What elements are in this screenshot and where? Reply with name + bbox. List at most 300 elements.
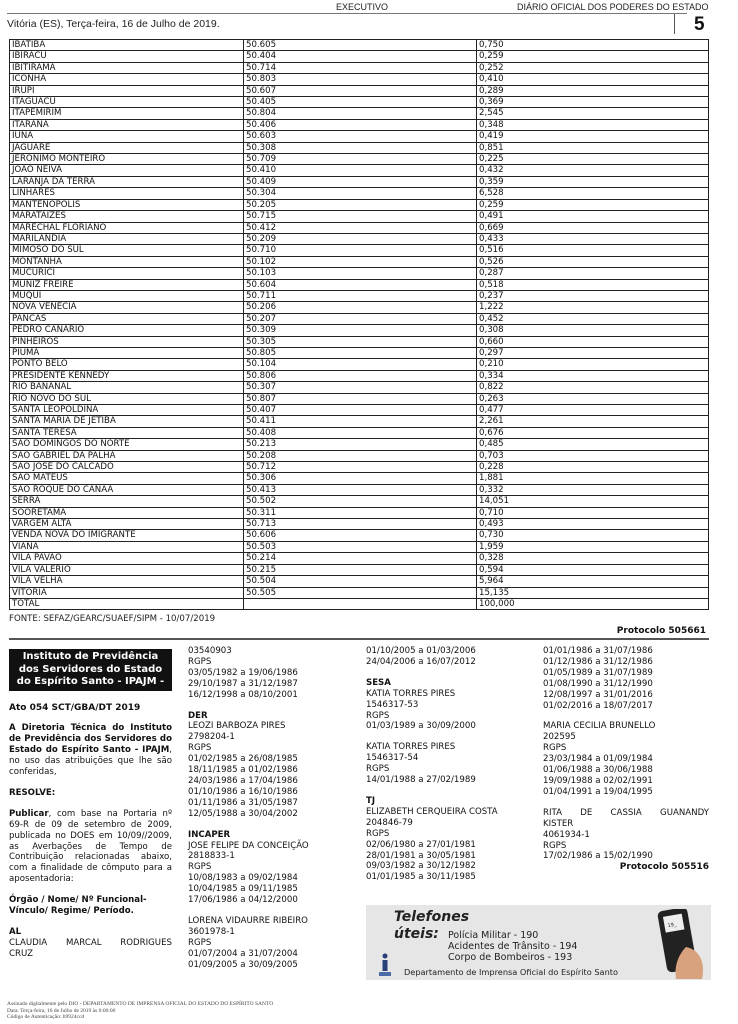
code-cell: 50.604 bbox=[244, 279, 477, 290]
index-cell: 0,308 bbox=[477, 325, 709, 336]
org-der: DER bbox=[188, 710, 208, 721]
index-cell: 1,959 bbox=[477, 541, 709, 552]
municipality-cell: SANTA TERESA bbox=[10, 427, 244, 438]
index-cell: 0,710 bbox=[477, 507, 709, 518]
municipality-cell: SAO MATEUS bbox=[10, 473, 244, 484]
municipality-cell: MARECHAL FLORIANO bbox=[10, 222, 244, 233]
code-cell: 50.804 bbox=[244, 108, 477, 119]
table-row bbox=[10, 507, 709, 518]
code-cell: 50.709 bbox=[244, 154, 477, 165]
municipality-cell: IBITIRAMA bbox=[10, 62, 244, 73]
text-line: 1546317-53 bbox=[366, 699, 419, 710]
table-source: FONTE: SEFAZ/GEARC/SUAEF/SIPM - 10/07/2019 bbox=[9, 614, 216, 624]
table-row bbox=[10, 416, 709, 427]
index-cell: 0,493 bbox=[477, 519, 709, 530]
text-line: 03540903 bbox=[188, 646, 232, 656]
municipality-cell: PONTO BELO bbox=[10, 359, 244, 370]
municipality-cell: SAO GABRIEL DA PALHA bbox=[10, 450, 244, 461]
code-cell: 50.309 bbox=[244, 325, 477, 336]
record-group bbox=[188, 721, 353, 819]
index-cell: 0,516 bbox=[477, 245, 709, 256]
banner-title-line2: úteis: bbox=[394, 926, 439, 942]
index-cell: 0,328 bbox=[477, 553, 709, 564]
table-row bbox=[10, 85, 709, 96]
svg-text:19_: 19_ bbox=[667, 921, 677, 930]
municipality-cell: MARILANDIA bbox=[10, 233, 244, 244]
code-cell: 50.311 bbox=[244, 507, 477, 518]
text-line: 01/02/2016 a 18/07/2017 bbox=[543, 700, 653, 711]
index-cell: 0,452 bbox=[477, 313, 709, 324]
index-cell: 0,703 bbox=[477, 450, 709, 461]
table-row bbox=[10, 142, 709, 153]
index-cell: 0,477 bbox=[477, 405, 709, 416]
text-line: RGPS bbox=[188, 656, 212, 667]
municipality-cell: JOAO NEIVA bbox=[10, 165, 244, 176]
table-row bbox=[10, 108, 709, 119]
table-row bbox=[10, 176, 709, 187]
text-line: KATIA TORRES PIRES bbox=[366, 688, 456, 699]
text-line: LORENA VIDAURRE RIBEIRO bbox=[188, 915, 308, 926]
text-line: Acidentes de Trânsito - 194 bbox=[448, 941, 578, 952]
table-row bbox=[10, 74, 709, 85]
municipality-cell: SAO ROQUE DO CANAA bbox=[10, 484, 244, 495]
municipality-cell: NOVA VENECIA bbox=[10, 302, 244, 313]
text-line: RGPS bbox=[543, 840, 567, 851]
record-group bbox=[366, 689, 531, 733]
table-row bbox=[10, 519, 709, 530]
table-row bbox=[10, 325, 709, 336]
text-line: Data: Terça-feira, 16 de Julho de 2019 às 0:00:00 bbox=[7, 1007, 116, 1014]
text-line: 01/07/2004 a 31/07/2004 bbox=[188, 948, 298, 959]
record-group bbox=[366, 646, 531, 668]
text-line: 01/01/1985 a 30/11/1985 bbox=[366, 872, 476, 883]
table-row bbox=[10, 439, 709, 450]
index-cell: 0,432 bbox=[477, 165, 709, 176]
org-al: AL bbox=[9, 927, 22, 937]
municipality-cell: VITORIA bbox=[10, 587, 244, 598]
fields-heading: Órgão / Nome/ Nº Funcional-Vínculo/ Regime/ Período. bbox=[9, 895, 147, 917]
text-line: 2818833-1 bbox=[188, 851, 235, 862]
table-row bbox=[10, 427, 709, 438]
municipality-cell: VIANA bbox=[10, 541, 244, 552]
index-cell: 0,851 bbox=[477, 142, 709, 153]
code-cell: 50.503 bbox=[244, 541, 477, 552]
table-row bbox=[10, 450, 709, 461]
table-row bbox=[10, 268, 709, 279]
text-line: 14/01/1988 a 27/02/1989 bbox=[366, 775, 476, 786]
code-cell: 50.606 bbox=[244, 530, 477, 541]
table-row bbox=[10, 462, 709, 473]
municipality-cell: PIUMA bbox=[10, 347, 244, 358]
code-cell: 50.603 bbox=[244, 131, 477, 142]
code-cell: 50.806 bbox=[244, 370, 477, 381]
text-line: LEOZI BARBOZA PIRES bbox=[188, 721, 286, 732]
useful-phones-banner bbox=[366, 905, 711, 980]
code-cell: 50.305 bbox=[244, 336, 477, 347]
text-line: KATIA TORRES PIRES bbox=[366, 742, 456, 753]
code-cell: 50.206 bbox=[244, 302, 477, 313]
index-cell: 100,000 bbox=[477, 598, 709, 609]
text-line: 17/02/1986 a 15/02/1990 bbox=[543, 851, 653, 862]
code-cell: 50.404 bbox=[244, 51, 477, 62]
table-row bbox=[10, 222, 709, 233]
code-cell: 50.215 bbox=[244, 564, 477, 575]
signature-footer bbox=[7, 1001, 273, 1021]
column-2 bbox=[188, 646, 353, 970]
municipality-cell: SOORETAMA bbox=[10, 507, 244, 518]
index-cell: 0,297 bbox=[477, 347, 709, 358]
table-row bbox=[10, 290, 709, 301]
municipality-cell: LINHARES bbox=[10, 188, 244, 199]
code-cell: 50.205 bbox=[244, 199, 477, 210]
code-cell: 50.413 bbox=[244, 484, 477, 495]
header-rule bbox=[7, 13, 687, 14]
record-group bbox=[543, 646, 709, 711]
code-cell: 50.715 bbox=[244, 211, 477, 222]
text-line: 01/12/1986 a 31/12/1986 bbox=[543, 656, 653, 667]
code-cell: 50.805 bbox=[244, 347, 477, 358]
table-row bbox=[10, 587, 709, 598]
municipality-cell: VILA VELHA bbox=[10, 576, 244, 587]
text-line: 01/01/1986 a 31/07/1986 bbox=[543, 646, 653, 656]
index-cell: 0,289 bbox=[477, 85, 709, 96]
index-cell: 0,433 bbox=[477, 233, 709, 244]
org-incaper: INCAPER bbox=[188, 829, 231, 840]
index-cell: 0,210 bbox=[477, 359, 709, 370]
code-cell: 50.208 bbox=[244, 450, 477, 461]
info-icon bbox=[378, 953, 392, 977]
index-cell: 0,730 bbox=[477, 530, 709, 541]
index-cell: 2,261 bbox=[477, 416, 709, 427]
text-line: 10/08/1983 a 09/02/1984 bbox=[188, 873, 298, 884]
municipality-cell: LARANJA DA TERRA bbox=[10, 176, 244, 187]
index-cell: 0,822 bbox=[477, 382, 709, 393]
code-cell: 50.710 bbox=[244, 245, 477, 256]
table-row bbox=[10, 211, 709, 222]
index-cell: 6,528 bbox=[477, 188, 709, 199]
municipality-cell: MARATAIZES bbox=[10, 211, 244, 222]
record-group bbox=[188, 646, 353, 701]
municipality-cell: SANTA LEOPOLDINA bbox=[10, 405, 244, 416]
text-line: 4061934-1 bbox=[543, 829, 590, 840]
text-line: JOSE FELIPE DA CONCEIÇÃO bbox=[188, 840, 309, 851]
text-line: RGPS bbox=[188, 862, 212, 873]
code-cell: 50.605 bbox=[244, 40, 477, 51]
index-cell: 0,676 bbox=[477, 427, 709, 438]
text-line: RGPS bbox=[366, 710, 390, 721]
municipality-cell: VARGEM ALTA bbox=[10, 519, 244, 530]
index-cell: 0,750 bbox=[477, 40, 709, 51]
column-1 bbox=[9, 646, 172, 960]
text-line: ELIZABETH CERQUEIRA COSTA bbox=[366, 806, 498, 817]
text-line: 29/10/1987 a 31/12/1987 bbox=[188, 678, 298, 689]
text-line: 09/03/1982 a 30/12/1982 bbox=[366, 861, 476, 872]
municipality-cell: PRESIDENTE KENNEDY bbox=[10, 370, 244, 381]
act-number: Ato 054 SCT/GBA/DT 2019 bbox=[9, 702, 141, 713]
index-cell: 5,964 bbox=[477, 576, 709, 587]
index-cell: 0,237 bbox=[477, 290, 709, 301]
intro-bold: A Diretoria Técnica do Instituto de Previdência dos Servidores do Estado do Espírito Santo - IPAJM bbox=[9, 723, 172, 756]
table-row bbox=[10, 302, 709, 313]
municipality-cell: PEDRO CANARIO bbox=[10, 325, 244, 336]
table-row bbox=[10, 576, 709, 587]
code-cell: 50.714 bbox=[244, 62, 477, 73]
text-line: 03/05/1982 a 19/06/1986 bbox=[188, 667, 298, 678]
text-line: 01/11/1986 a 31/05/1987 bbox=[188, 797, 298, 808]
index-cell: 0,410 bbox=[477, 74, 709, 85]
table-row bbox=[10, 313, 709, 324]
text-line: 17/06/1986 a 04/12/2000 bbox=[188, 895, 298, 906]
text-line: 01/05/1989 a 31/07/1989 bbox=[543, 667, 653, 678]
table-row bbox=[10, 256, 709, 267]
record-group bbox=[188, 916, 353, 971]
text-line: 10/04/1985 a 09/11/1985 bbox=[188, 884, 298, 895]
text-line: 16/12/1998 a 08/10/2001 bbox=[188, 689, 298, 700]
table-row bbox=[10, 564, 709, 575]
publish-bold: Publicar bbox=[9, 808, 49, 819]
table-row bbox=[10, 40, 709, 51]
code-cell: 50.406 bbox=[244, 119, 477, 130]
date-line: Vitória (ES), Terça-feira, 16 de Julho de 2019. bbox=[7, 18, 220, 30]
text-line: 01/09/2005 a 30/09/2005 bbox=[188, 959, 298, 970]
text-line: 28/01/1981 a 30/05/1981 bbox=[366, 850, 476, 861]
text-line: RGPS bbox=[188, 743, 212, 754]
municipality-cell: RIO NOVO DO SUL bbox=[10, 393, 244, 404]
municipality-cell: MUNIZ FREIRE bbox=[10, 279, 244, 290]
municipality-cell: SERRA bbox=[10, 496, 244, 507]
text-line: RGPS bbox=[188, 937, 212, 948]
phone-icon bbox=[636, 909, 706, 979]
code-cell: 50.209 bbox=[244, 233, 477, 244]
publish-paragraph bbox=[9, 809, 172, 885]
institute-title-box: Instituto de Previdência dos Servidores do Estado do Espírito Santo - IPAJM - bbox=[9, 649, 172, 691]
municipality-cell: ITARANA bbox=[10, 119, 244, 130]
intro-paragraph bbox=[9, 723, 172, 778]
page-header bbox=[0, 0, 738, 14]
index-cell: 0,348 bbox=[477, 119, 709, 130]
text-line: 18/11/1985 a 01/02/1986 bbox=[188, 765, 298, 776]
text-line: 01/06/1988 a 30/06/1988 bbox=[543, 765, 653, 776]
code-cell: 50.607 bbox=[244, 85, 477, 96]
index-cell: 0,660 bbox=[477, 336, 709, 347]
record-group bbox=[188, 841, 353, 906]
code-cell: 50.803 bbox=[244, 74, 477, 85]
index-cell: 15,135 bbox=[477, 587, 709, 598]
table-row bbox=[10, 199, 709, 210]
municipality-cell: PINHEIROS bbox=[10, 336, 244, 347]
index-cell: 0,225 bbox=[477, 154, 709, 165]
banner-department: Departamento de Imprensa Oficial do Espírito Santo bbox=[404, 967, 618, 977]
code-cell: 50.103 bbox=[244, 268, 477, 279]
code-cell: 50.412 bbox=[244, 222, 477, 233]
table-row bbox=[10, 131, 709, 142]
text-line: 2798204-1 bbox=[188, 732, 235, 743]
municipality-cell: MANTENOPOLIS bbox=[10, 199, 244, 210]
code-cell: 50.408 bbox=[244, 427, 477, 438]
text-line: 01/04/1991 a 19/04/1995 bbox=[543, 786, 653, 797]
index-cell: 0,491 bbox=[477, 211, 709, 222]
text-line: 01/03/1989 a 30/09/2000 bbox=[366, 721, 476, 732]
publication-title: DIÁRIO OFICIAL DOS PODERES DO ESTADO bbox=[517, 2, 709, 12]
municipality-cell: VILA PAVAO bbox=[10, 553, 244, 564]
municipality-cell: JAGUARE bbox=[10, 142, 244, 153]
table-row bbox=[10, 154, 709, 165]
table-row bbox=[10, 233, 709, 244]
table-row bbox=[10, 530, 709, 541]
code-cell: 50.410 bbox=[244, 165, 477, 176]
header-divider bbox=[674, 14, 675, 34]
text-line: MARIA CECILIA BRUNELLO bbox=[543, 721, 656, 732]
table-row bbox=[10, 245, 709, 256]
index-cell: 2,545 bbox=[477, 108, 709, 119]
municipality-cell: IBATIBA bbox=[10, 40, 244, 51]
municipality-cell: JERONIMO MONTEIRO bbox=[10, 154, 244, 165]
table-row bbox=[10, 496, 709, 507]
org-tj: TJ bbox=[366, 795, 376, 806]
text-line: 01/02/1985 a 26/08/1985 bbox=[188, 754, 298, 765]
text-line: 204846-79 bbox=[366, 817, 413, 828]
table-row bbox=[10, 598, 709, 609]
text-line: 12/08/1997 a 31/01/2016 bbox=[543, 689, 653, 700]
text-line: 01/10/1986 a 16/10/1986 bbox=[188, 786, 298, 797]
municipality-cell: SAO DOMINGOS DO NORTE bbox=[10, 439, 244, 450]
code-cell: 50.505 bbox=[244, 587, 477, 598]
record-group bbox=[366, 807, 531, 883]
code-cell: 50.504 bbox=[244, 576, 477, 587]
municipality-cell: SAO JOSE DO CALCADO bbox=[10, 462, 244, 473]
text-line: RGPS bbox=[366, 828, 390, 839]
table-row bbox=[10, 484, 709, 495]
code-cell: 50.213 bbox=[244, 439, 477, 450]
code-cell: 50.214 bbox=[244, 553, 477, 564]
index-cell: 0,259 bbox=[477, 51, 709, 62]
resolve-heading: RESOLVE: bbox=[9, 787, 56, 798]
index-cell: 0,332 bbox=[477, 484, 709, 495]
table-row bbox=[10, 370, 709, 381]
text-line: RGPS bbox=[543, 743, 567, 754]
municipality-cell: MIMOSO DO SUL bbox=[10, 245, 244, 256]
publish-rest: , com base na Portaria nº 69-R de 09 de setembro de 2009, publicada no DOES em 10/09//2009, as Averbações de Tempo de Contribuição relacionadas abaixo, com a finalidade de cômputo para a aposentadoria: bbox=[9, 808, 172, 885]
protocol-505661: Protocolo 505661 bbox=[616, 626, 706, 636]
banner-title-line1: Telefones bbox=[394, 909, 470, 925]
text-line: Polícia Militar - 190 bbox=[448, 930, 539, 941]
table-row bbox=[10, 188, 709, 199]
banner-phone-list bbox=[448, 930, 577, 963]
code-cell: 50.306 bbox=[244, 473, 477, 484]
protocol-505516: Protocolo 505516 bbox=[619, 862, 709, 873]
code-cell: 50.407 bbox=[244, 405, 477, 416]
municipality-cell: PANCAS bbox=[10, 313, 244, 324]
index-cell: 0,485 bbox=[477, 439, 709, 450]
code-cell: 50.207 bbox=[244, 313, 477, 324]
index-cell: 0,252 bbox=[477, 62, 709, 73]
table-row bbox=[10, 279, 709, 290]
code-cell: 50.307 bbox=[244, 382, 477, 393]
code-cell: 50.807 bbox=[244, 393, 477, 404]
code-cell: 50.104 bbox=[244, 359, 477, 370]
municipality-cell: SANTA MARIA DE JETIBA bbox=[10, 416, 244, 427]
index-cell: 0,594 bbox=[477, 564, 709, 575]
index-cell: 0,259 bbox=[477, 199, 709, 210]
table-row bbox=[10, 382, 709, 393]
text-line: 202595 bbox=[543, 732, 576, 743]
municipality-cell: MUQUI bbox=[10, 290, 244, 301]
org-sesa: SESA bbox=[366, 677, 391, 688]
column-4 bbox=[543, 646, 709, 873]
text-line: 12/05/1988 a 30/04/2002 bbox=[188, 808, 298, 819]
municipality-cell: RIO BANANAL bbox=[10, 382, 244, 393]
text-line: 19/09/1988 a 02/02/1991 bbox=[543, 775, 653, 786]
table-row bbox=[10, 553, 709, 564]
table-row bbox=[10, 165, 709, 176]
record-group bbox=[366, 742, 531, 786]
text-line: 1546317-54 bbox=[366, 753, 419, 764]
code-cell: 50.713 bbox=[244, 519, 477, 530]
index-cell: 0,359 bbox=[477, 176, 709, 187]
municipality-table bbox=[9, 39, 709, 610]
table-row bbox=[10, 62, 709, 73]
municipality-cell: TOTAL bbox=[10, 598, 244, 609]
text-line: Corpo de Bombeiros - 193 bbox=[448, 952, 573, 963]
text-line: Assinado digitalmente pelo DIO - DEPARTAMENTO DE IMPRENSA OFICIAL DO ESTADO DO ESPÍRITO SANTO bbox=[7, 1001, 274, 1007]
text-line: 02/06/1980 a 27/01/1981 bbox=[366, 839, 476, 850]
employee-name: CLAUDIA MARCAL RODRIGUES CRUZ bbox=[9, 937, 172, 959]
text-line: 01/08/1990 a 31/12/1990 bbox=[543, 678, 653, 689]
text-line: Código de Autenticação: b9924ccd bbox=[7, 1014, 85, 1020]
index-cell: 0,228 bbox=[477, 462, 709, 473]
employee-name: RITA DE CASSIA GUANANDY KISTER bbox=[543, 807, 709, 829]
code-cell: 50.308 bbox=[244, 142, 477, 153]
municipality-cell: VILA VALERIO bbox=[10, 564, 244, 575]
table-row bbox=[10, 393, 709, 404]
municipality-cell: ITAGUACU bbox=[10, 97, 244, 108]
table-row bbox=[10, 405, 709, 416]
section-label: EXECUTIVO bbox=[336, 2, 389, 12]
record-group bbox=[543, 830, 709, 863]
text-line: 24/03/1986 a 17/04/1986 bbox=[188, 775, 298, 786]
municipality-cell: ITAPEMIRIM bbox=[10, 108, 244, 119]
index-cell: 1,222 bbox=[477, 302, 709, 313]
index-cell: 0,334 bbox=[477, 370, 709, 381]
municipality-cell: IRUPI bbox=[10, 85, 244, 96]
municipality-cell: MUCURICI bbox=[10, 268, 244, 279]
text-line: 23/03/1984 a 01/09/1984 bbox=[543, 754, 653, 765]
municipality-cell: IUNA bbox=[10, 131, 244, 142]
intro-rest: , no uso das atribuições que lhe são conferidas, bbox=[9, 745, 172, 778]
municipality-cell: VENDA NOVA DO IMIGRANTE bbox=[10, 530, 244, 541]
table-row bbox=[10, 51, 709, 62]
code-cell: 50.304 bbox=[244, 188, 477, 199]
table-row bbox=[10, 347, 709, 358]
code-cell: 50.711 bbox=[244, 290, 477, 301]
table-row bbox=[10, 541, 709, 552]
text-line: 01/10/2005 a 01/03/2006 bbox=[366, 646, 476, 656]
code-cell: 50.502 bbox=[244, 496, 477, 507]
text-line: RGPS bbox=[366, 764, 390, 775]
index-cell: 0,263 bbox=[477, 393, 709, 404]
index-cell: 1,881 bbox=[477, 473, 709, 484]
municipality-cell: ICONHA bbox=[10, 74, 244, 85]
code-cell: 50.411 bbox=[244, 416, 477, 427]
table-row bbox=[10, 473, 709, 484]
table-row bbox=[10, 359, 709, 370]
table-row bbox=[10, 119, 709, 130]
index-cell: 0,369 bbox=[477, 97, 709, 108]
index-cell: 14,051 bbox=[477, 496, 709, 507]
code-cell: 50.712 bbox=[244, 462, 477, 473]
code-cell: 50.102 bbox=[244, 256, 477, 267]
code-cell bbox=[244, 598, 477, 609]
